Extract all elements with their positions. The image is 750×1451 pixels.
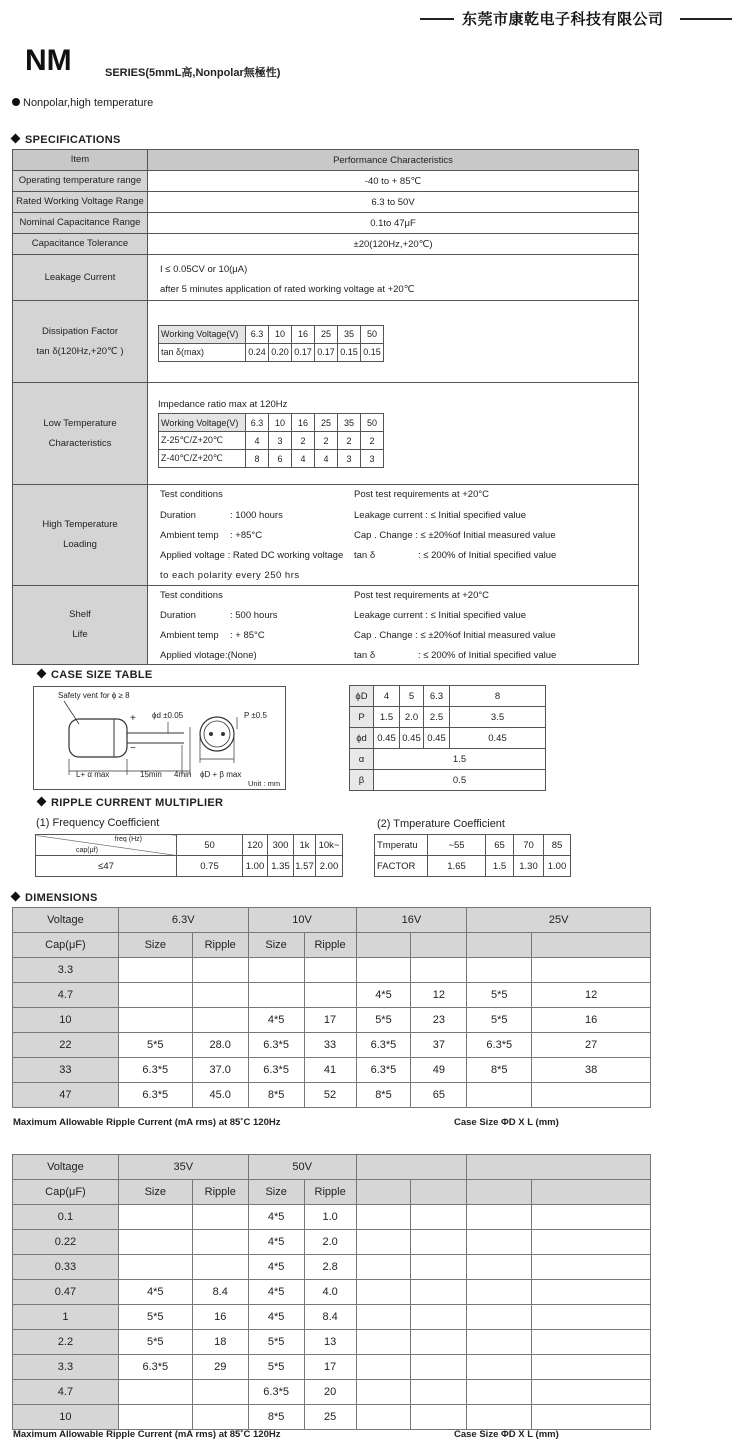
cap-header: Cap(μF): [13, 933, 119, 958]
size-cell: [467, 1083, 532, 1108]
size-cell: 5*5: [467, 983, 532, 1008]
feature-line: [12, 97, 153, 109]
spec-value: 6.3 to 50V: [148, 192, 639, 213]
size-cell: [248, 983, 304, 1008]
size-cell: 6.3*5: [356, 1033, 411, 1058]
size-cell: 8*5: [248, 1405, 304, 1430]
ripple-cell: [532, 1355, 651, 1380]
size-cell: [356, 1330, 411, 1355]
size-cell: [118, 1255, 192, 1280]
size-cell: [356, 1305, 411, 1330]
voltage-header: Voltage: [13, 1155, 119, 1180]
size-cell: [118, 1205, 192, 1230]
voltage-col: 6.3V: [118, 908, 248, 933]
spec-value: 0.1to 47μF: [148, 213, 639, 234]
ripple-cell: 41: [304, 1058, 356, 1083]
ripple-cell: 4.0: [304, 1280, 356, 1305]
table-row: [13, 1230, 651, 1255]
size-cell: [118, 983, 192, 1008]
voltage-col: [356, 1155, 467, 1180]
size-cell: [356, 958, 411, 983]
frequency-coefficient-title: (1) Frequency Coefficient: [36, 817, 160, 829]
ripple-cell: [411, 1205, 467, 1230]
diamond-icon: [37, 669, 47, 679]
spec-value-hightemp: Test conditions Duration : 1000 hours Ambient temp : +85°C Applied voltage : Rated DC working voltage to each polarity every 250 hrs Post test requirements at +20°C Leakage current : ≤ Initial specified value Cap . Change : ≤ ±20%of Initial measured value tan δ : ≤ 200% of Initial specified value: [148, 485, 639, 586]
cap-cell: 0.47: [13, 1280, 119, 1305]
diamond-icon: [11, 134, 21, 144]
ripple-cell: [532, 1405, 651, 1430]
ripple-cell: [532, 1205, 651, 1230]
ripple-cell: 45.0: [192, 1083, 248, 1108]
size-cell: [356, 1355, 411, 1380]
size-cell: 6.3*5: [248, 1380, 304, 1405]
ripple-cell: 20: [304, 1380, 356, 1405]
diameter-label: ϕD + β max: [200, 770, 242, 779]
spec-value: ±20(120Hz,+20℃): [148, 234, 639, 255]
voltage-header: Voltage: [13, 908, 119, 933]
min4-label: 4min: [174, 770, 192, 779]
size-cell: [118, 1380, 192, 1405]
ripple-cell: [532, 1230, 651, 1255]
spec-value-dissipation: [148, 301, 639, 383]
table-row: [13, 1355, 651, 1380]
spec-item: Nominal Capacitance Range: [13, 213, 148, 234]
size-cell: [467, 1255, 532, 1280]
ripple-cell: 38: [532, 1058, 651, 1083]
end-view-inner: [204, 721, 230, 747]
size-cell: 4*5: [248, 1255, 304, 1280]
size-cell: [356, 1230, 411, 1255]
size-cell: 8*5: [356, 1083, 411, 1108]
ripple-cell: [532, 1083, 651, 1108]
ripple-cell: 8.4: [304, 1305, 356, 1330]
size-cell: [356, 1255, 411, 1280]
lead-dot-right: [221, 732, 225, 736]
ripple-cell: [304, 983, 356, 1008]
table-row: [13, 1205, 651, 1230]
size-cell: 4*5: [248, 1205, 304, 1230]
size-header: Size: [248, 933, 304, 958]
lead-dot-left: [209, 732, 213, 736]
voltage-col: 10V: [248, 908, 356, 933]
ripple-cell: 8.4: [192, 1280, 248, 1305]
impedance-table: Working Voltage(V) 6.3 10 16 25 35 50 Z-25℃/Z+20℃ 4 3 2 2 2 2 Z-40℃/Z+20℃ 8 6 4 4 3 3: [158, 413, 384, 468]
cap-cell: 47: [13, 1083, 119, 1108]
min15-label: 15min: [140, 770, 162, 779]
size-header: Size: [248, 1180, 304, 1205]
size-cell: [467, 1405, 532, 1430]
case-size-table: ϕD 4 5 6.3 8 P 1.5 2.0 2.5 3.5 ϕd 0.45 0.45 0.45 0.45 α 1.5 β 0.5: [349, 685, 546, 791]
ripple-cell: [411, 1330, 467, 1355]
table-row: [13, 1330, 651, 1355]
minus-mark: −: [130, 743, 136, 754]
size-cell: [118, 1405, 192, 1430]
ripple-cell: 25: [304, 1405, 356, 1430]
spec-value-lowtemp: Impedance ratio max at 120Hz Working Voltage(V) 6.3 10 16 25 35 50 Z-25℃/Z+20℃ 4 3 2 2 2 2 Z-40℃/Z+20℃ 8 6 4 4 3 3: [148, 383, 639, 485]
cap-cell: 2.2: [13, 1330, 119, 1355]
ripple-cell: 2.8: [304, 1255, 356, 1280]
size-cell: 4*5: [248, 1008, 304, 1033]
ripple-header: Ripple: [192, 933, 248, 958]
ripple-note-2: Maximum Allowable Ripple Current (mA rms) at 85˚C 120Hz: [13, 1429, 281, 1440]
dissipation-table: Working Voltage(V) 6.3 10 16 25 35 50 tan δ(max) 0.24 0.20 0.17 0.17 0.15 0.15: [158, 325, 384, 362]
ripple-cell: 37.0: [192, 1058, 248, 1083]
size-cell: [118, 1008, 192, 1033]
ripple-cell: [192, 1230, 248, 1255]
size-cell: [118, 958, 192, 983]
vent-arrow: [64, 701, 79, 724]
size-cell: 4*5: [356, 983, 411, 1008]
vent-label: Safety vent for ϕ ≥ 8: [58, 691, 130, 700]
ripple-cell: 16: [532, 1008, 651, 1033]
temperature-coefficient-table: Tmperatu ~55 65 70 85 FACTOR 1.65 1.5 1.30 1.00: [374, 834, 571, 877]
voltage-col: 16V: [356, 908, 467, 933]
ripple-title: RIPPLE CURRENT MULTIPLIER: [34, 797, 223, 809]
table-row: [13, 1008, 651, 1033]
spec-value: -40 to + 85℃: [148, 171, 639, 192]
size-cell: [356, 1205, 411, 1230]
size-cell: 6.3*5: [356, 1058, 411, 1083]
spec-col-item: Item: [13, 150, 148, 171]
spec-item-shelf: Shelf Life: [13, 586, 148, 665]
cap-header: Cap(μF): [13, 1180, 119, 1205]
size-cell: 5*5: [118, 1305, 192, 1330]
ripple-cell: 17: [304, 1008, 356, 1033]
length-label: L+ α max: [76, 770, 110, 779]
ripple-cell: [532, 958, 651, 983]
voltage-col: 50V: [248, 1155, 356, 1180]
spec-item: Operating temperature range: [13, 171, 148, 192]
ripple-header: Ripple: [304, 933, 356, 958]
case-size-title: CASE SIZE TABLE: [34, 669, 152, 681]
ripple-cell: [411, 958, 467, 983]
header-rule-left: [420, 18, 454, 20]
spec-value-shelf: Test conditions Duration : 500 hours Ambient temp : + 85°C Applied vlotage:(None) Post test requirements at +20°C Leakage current : ≤ Initial specified value Cap . Change : ≤ ±20%of Initial measured value tan δ : ≤ 200% of Initial specified value: [148, 586, 639, 665]
diamond-icon: [11, 892, 21, 902]
ripple-cell: [411, 1355, 467, 1380]
ripple-cell: [192, 1255, 248, 1280]
ripple-cell: [192, 1380, 248, 1405]
size-cell: 8*5: [467, 1058, 532, 1083]
dimensions-title: DIMENSIONS: [8, 892, 98, 904]
table-row: [13, 1033, 651, 1058]
spec-item-dissipation: Dissipation Factor tan δ(120Hz,+20℃ ): [13, 301, 148, 383]
size-cell: 6.3*5: [118, 1083, 192, 1108]
ripple-cell: 33: [304, 1033, 356, 1058]
table-row: [13, 1280, 651, 1305]
cap-cell: 4.7: [13, 983, 119, 1008]
table-row: [13, 1305, 651, 1330]
case-size-note-1: Case Size ΦD X L (mm): [454, 1117, 559, 1128]
ripple-cell: 2.0: [304, 1230, 356, 1255]
table-row: [13, 958, 651, 983]
size-header: Size: [118, 1180, 192, 1205]
capacitor-body: [69, 719, 127, 757]
ripple-cell: [532, 1330, 651, 1355]
cap-cell: 0.1: [13, 1205, 119, 1230]
ripple-cell: 16: [192, 1305, 248, 1330]
size-cell: [467, 1280, 532, 1305]
ripple-cell: 52: [304, 1083, 356, 1108]
spec-value-leakage: I ≤ 0.05CV or 10(μA) after 5 minutes application of rated working voltage at +20℃: [148, 255, 639, 301]
lead-diameter-label: ϕd ±0.05: [152, 711, 184, 720]
spec-item-lowtemp: Low Temperature Characteristics: [13, 383, 148, 485]
ripple-cell: [532, 1380, 651, 1405]
size-cell: 6.3*5: [248, 1058, 304, 1083]
ripple-cell: [411, 1255, 467, 1280]
table-row: [13, 1083, 651, 1108]
ripple-cell: [411, 1405, 467, 1430]
case-size-note-2: Case Size ΦD X L (mm): [454, 1429, 559, 1440]
size-cell: [248, 958, 304, 983]
cap-cell: 10: [13, 1008, 119, 1033]
size-cell: 6.3*5: [118, 1058, 192, 1083]
size-cell: 6.3*5: [467, 1033, 532, 1058]
dimensions-table-2: [12, 1154, 651, 1430]
capacitor-drawing: [33, 686, 286, 790]
top-header: [0, 0, 750, 36]
size-cell: [467, 1305, 532, 1330]
ripple-cell: 37: [411, 1033, 467, 1058]
ripple-cell: [411, 1380, 467, 1405]
specifications-title: SPECIFICATIONS: [8, 134, 121, 146]
size-cell: [467, 1355, 532, 1380]
unit-label: Unit : mm: [248, 779, 281, 788]
ripple-cell: [192, 1205, 248, 1230]
size-cell: [356, 1380, 411, 1405]
table-row: [13, 1405, 651, 1430]
ripple-cell: 27: [532, 1033, 651, 1058]
size-cell: [356, 1405, 411, 1430]
ripple-cell: 1.0: [304, 1205, 356, 1230]
ripple-cell: 17: [304, 1355, 356, 1380]
ripple-cell: [192, 958, 248, 983]
ripple-header: Ripple: [304, 1180, 356, 1205]
size-cell: 6.3*5: [248, 1033, 304, 1058]
cap-cell: 22: [13, 1033, 119, 1058]
size-cell: 5*5: [248, 1355, 304, 1380]
size-cell: [467, 958, 532, 983]
size-cell: 4*5: [248, 1305, 304, 1330]
spec-item: Rated Working Voltage Range: [13, 192, 148, 213]
table-row: [13, 1255, 651, 1280]
ripple-cell: 23: [411, 1008, 467, 1033]
cap-cell: 10: [13, 1405, 119, 1430]
spec-item-hightemp: High Temperature Loading: [13, 485, 148, 586]
table-row: [13, 983, 651, 1008]
ripple-cell: [532, 1305, 651, 1330]
spec-item: Capacitance Tolerance: [13, 234, 148, 255]
end-view-outer: [200, 717, 234, 751]
bullet-icon: [12, 98, 20, 106]
ripple-cell: 65: [411, 1083, 467, 1108]
size-cell: 4*5: [248, 1230, 304, 1255]
plus-mark: +: [130, 713, 136, 724]
ripple-cell: 13: [304, 1330, 356, 1355]
size-cell: 5*5: [356, 1008, 411, 1033]
company-name: 东莞市康乾电子科技有限公司: [462, 11, 664, 28]
size-cell: 8*5: [248, 1083, 304, 1108]
cap-cell: 33: [13, 1058, 119, 1083]
cap-cell: 0.33: [13, 1255, 119, 1280]
ripple-cell: [411, 1305, 467, 1330]
ripple-cell: [304, 958, 356, 983]
ripple-cell: 12: [411, 983, 467, 1008]
cap-cell: 0.22: [13, 1230, 119, 1255]
ripple-cell: [411, 1280, 467, 1305]
voltage-col: [467, 1155, 651, 1180]
size-cell: [356, 1280, 411, 1305]
ripple-cell: [411, 1230, 467, 1255]
voltage-col: 35V: [118, 1155, 248, 1180]
series-description: SERIES(5mmL高,Nonpolar無極性): [105, 67, 281, 79]
ripple-cell: 18: [192, 1330, 248, 1355]
ripple-header: Ripple: [192, 1180, 248, 1205]
ripple-cell: 29: [192, 1355, 248, 1380]
size-cell: 5*5: [248, 1330, 304, 1355]
size-cell: 5*5: [118, 1330, 192, 1355]
size-cell: [467, 1230, 532, 1255]
header-rule-right: [680, 18, 732, 20]
diamond-icon: [37, 797, 47, 807]
spec-item-leakage: Leakage Current: [13, 255, 148, 301]
table-row: [13, 1380, 651, 1405]
size-cell: 6.3*5: [118, 1355, 192, 1380]
model-name: NM: [25, 44, 72, 77]
ripple-cell: [532, 1255, 651, 1280]
size-cell: 4*5: [248, 1280, 304, 1305]
cap-cell: 3.3: [13, 958, 119, 983]
size-cell: [467, 1205, 532, 1230]
size-header: Size: [118, 933, 192, 958]
ripple-cell: 49: [411, 1058, 467, 1083]
size-cell: 4*5: [118, 1280, 192, 1305]
size-cell: [467, 1380, 532, 1405]
freq-diagonal-header: freq (Hz) cap(μf): [36, 835, 177, 856]
feature-text: Nonpolar,high temperature: [23, 97, 154, 109]
ripple-cell: [192, 1405, 248, 1430]
ripple-cell: [192, 1008, 248, 1033]
size-cell: 5*5: [118, 1033, 192, 1058]
ripple-cell: [532, 1280, 651, 1305]
ripple-note-1: Maximum Allowable Ripple Current (mA rms) at 85˚C 120Hz: [13, 1117, 281, 1128]
ripple-cell: 12: [532, 983, 651, 1008]
size-cell: [467, 1330, 532, 1355]
ripple-cell: 28.0: [192, 1033, 248, 1058]
temperature-coefficient-title: (2) Tmperature Coefficient: [377, 818, 505, 830]
pitch-label: P ±0.5: [244, 711, 267, 720]
size-cell: 5*5: [467, 1008, 532, 1033]
specifications-table: [12, 149, 639, 665]
dimensions-table-1: [12, 907, 651, 1108]
frequency-coefficient-table: freq (Hz) cap(μf) 50 120 300 1k 10k~ ≤47 0.75 1.00 1.35 1.57 2.00: [35, 834, 343, 877]
cap-cell: 1: [13, 1305, 119, 1330]
size-cell: [118, 1230, 192, 1255]
cap-cell: 3.3: [13, 1355, 119, 1380]
table-row: [13, 1058, 651, 1083]
cap-cell: 4.7: [13, 1380, 119, 1405]
voltage-col: 25V: [467, 908, 651, 933]
ripple-cell: [192, 983, 248, 1008]
spec-col-performance: Performance Characteristics: [148, 150, 639, 171]
